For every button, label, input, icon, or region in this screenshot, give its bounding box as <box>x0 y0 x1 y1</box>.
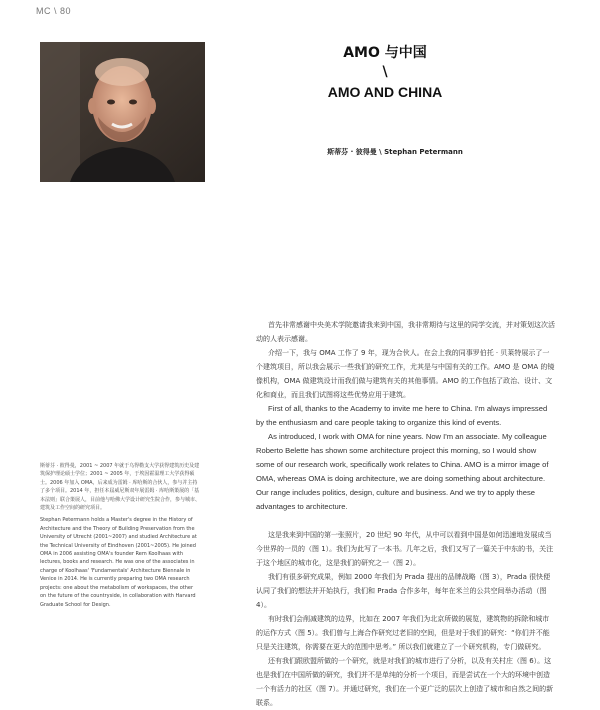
bio-english: Stephan Petermann holds a Master's degree in the History of Architecture and the Theory of Building Preservation from the University of Utrecht (2001~2007) and studied Architecture at the Technical University of Eindhoven (2001~2005). He joined OMA in 2006 assisting OMA's founder Rem Koolhaas with lectures, books and research. He was one of the associates in charge of Koolhaas' 'Fundamentals' Architecture Biennale in Venice in 2014. He is currently preparing two OMA research projects: one about the metabolism of workspaces, the other on the future of the countryside, in collaboration with Harvard Graduate School for Design. <box>40 517 197 608</box>
title-separator: \ <box>382 64 388 80</box>
body-paragraph-en: First of all, thanks to the Academy to invite me here to China. I'm always impressed by the enthusiasm and care people taking to organize this kind of events. <box>256 404 548 427</box>
page-number: MC \ 80 <box>36 6 72 16</box>
author-portrait <box>40 42 205 182</box>
body-paragraph: 还有我们跟欧盟所做的一个研究，就是对我们的城市进行了分析，以及有关村庄（图 6）。这也是我们在中国所做的研究，我们并不是单纯的分析一个项目，而是尝试在一个大的环境中创造一个有活力的社区（图 7）。并通过研究，我们在一个更广泛的层次上创造了城市和自然之间的新联系。 <box>256 657 554 707</box>
author-byline: 斯蒂芬 · 彼得曼 \ Stephan Petermann <box>327 148 463 156</box>
body-paragraph: 介绍一下，我与 OMA 工作了 9 年，现为合伙人。在会上我的同事罗伯托 · 贝莱特展示了一个建筑项目，所以我会展示一些我们的研究工作，尤其是与中国有关的工作。AMO 是 OMA 的镜像机构，OMA 做建筑设计而我们做与建筑有关的其他事情。AMO 的工作包括了政治、设计、文化和商业，而且我们试图将这些优势应用于建筑。 <box>256 349 555 399</box>
author-bio <box>40 462 200 609</box>
article-body <box>256 318 556 710</box>
title-english: AMO AND CHINA <box>327 84 443 100</box>
body-paragraph: 首先非常感谢中央美术学院邀请我来到中国，我非常期待与这里的同学交流，并对策划这次活动的人表示感谢。 <box>256 321 555 343</box>
bio-chinese: 斯蒂芬 · 彼得曼，2001 ~ 2007 年就于乌得勒支大学获得建筑历史及建筑保护理论硕士学位；2001 ~ 2005 年，于埃因霍温理工大学获得硕士。2006 年加入 OMA，后来成为雷姆 · 库哈斯的合伙人，参与并主持了多个项目。2014 年，担任本届威尼斯双年展雷姆 · 库哈斯策展的「基本法则」联合策展人，目前他与哈佛大学设计研究生院合作，参与城市、建筑及工作空间的研究项目。 <box>40 463 201 512</box>
body-paragraph: 这是我来到中国的第一张照片，20 世纪 90 年代，从中可以看到中国是如何迅速地发展成当今世界的一员的（图 1）。我们为此写了一本书。几年之后，我们又写了一篇关于中东的书，关注于这个地区的城市化，这是我们的研究之一（图 2）。 <box>256 531 554 567</box>
body-paragraph: 有时我们会削减建筑的边界，比如在 2007 年我们为北京所做的展览，建筑物的拆除和城市的运作方式（图 5）。我们曾与上海合作研究过老旧的空间，但是对于我们的研究：“你们并不能只是关注建筑，你需要在更大的范围中思考。” 所以我们就建立了一个研究机构，专门做研究。 <box>256 615 550 651</box>
paragraph-gap <box>256 514 556 528</box>
body-paragraph: 我们有很多研究成果，例如 2000 年我们为 Prada 提出的品牌战略（图 3），Prada 很快便认同了我们的想法并开始执行，我们和 Prada 合作多年，每年在米兰的公共空间举办活动（图 4）。 <box>256 573 551 609</box>
portrait-image <box>40 42 205 182</box>
body-paragraph-en: As introduced, I work with OMA for nine years. Now I'm an associate. My colleague Roberto Belette has shown some architecture project this morning, so I would show some of our research work, specifically work relates to China. AMO is a mirror image of OMA, whereas OMA is doing architecture, we are doing something about architecture. Our range includes politics, design, culture and business. And we try to apply these advantages to architecture. <box>256 432 549 511</box>
article-title <box>255 44 515 102</box>
title-chinese: AMO 与中国 <box>343 45 427 61</box>
